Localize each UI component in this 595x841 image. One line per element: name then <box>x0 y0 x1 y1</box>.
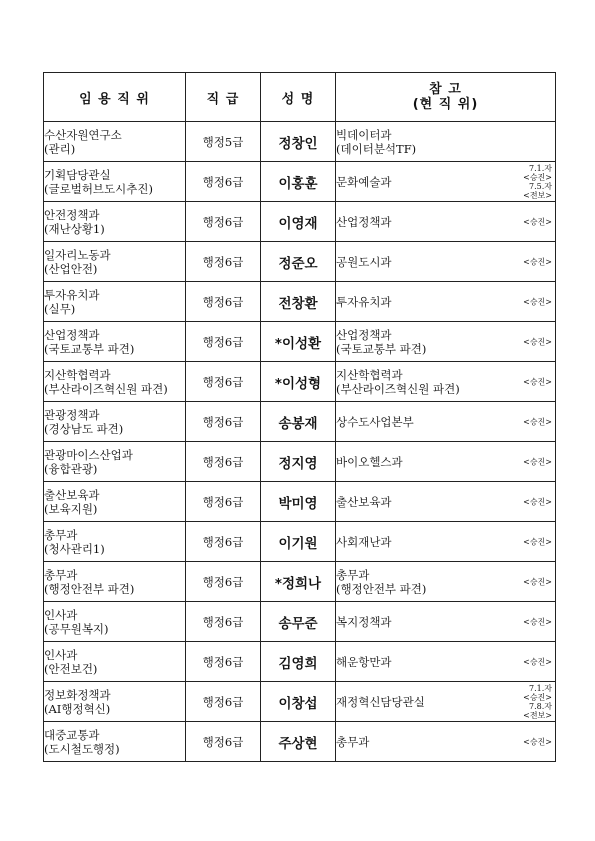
appointment-position-line: (국토교통부 파견) <box>44 341 135 356</box>
appointment-position-line: 일자리노동과 <box>44 247 111 262</box>
employee-name-cell: 김영희 <box>261 642 336 682</box>
appointment-position-cell <box>44 642 186 682</box>
appointment-note-line: <승진> <box>523 417 552 426</box>
table-row <box>44 202 556 242</box>
reference-cell <box>336 242 556 282</box>
reference-cell <box>336 322 556 362</box>
current-position-line: (행정안전부 파견) <box>336 581 427 596</box>
employee-name-cell: 이홍훈 <box>261 162 336 202</box>
reference-cell <box>336 482 556 522</box>
table-row <box>44 322 556 362</box>
appointment-note-line: <승진> <box>523 617 552 626</box>
appointment-position-cell <box>44 522 186 562</box>
appointment-note-line: 7.8.자 <box>529 701 552 711</box>
current-position <box>336 128 555 156</box>
table-row <box>44 602 556 642</box>
appointment-position-line: 투자유치과 <box>44 287 100 302</box>
appointment-note-line: 7.5.자 <box>529 181 552 191</box>
reference-cell <box>336 282 556 322</box>
employee-name-cell: 박미영 <box>261 482 336 522</box>
appointment-note-line: <승진> <box>523 577 552 586</box>
table-row <box>44 682 556 722</box>
reference-cell <box>336 122 556 162</box>
appointment-note-line: <승진> <box>523 537 552 546</box>
reference-cell <box>336 522 556 562</box>
employee-name-cell: *이성환 <box>261 322 336 362</box>
header-name: 성 명 <box>261 73 336 122</box>
appointment-position-cell <box>44 162 186 202</box>
current-position-line: 해운항만과 <box>336 654 392 669</box>
appointment-table <box>43 72 556 762</box>
current-position-line: 바이오헬스과 <box>336 454 403 469</box>
current-position-line: 문화예술과 <box>336 174 392 189</box>
header-position: 임 용 직 위 <box>44 73 186 122</box>
appointment-note <box>523 497 552 506</box>
current-position-line: 복지정책과 <box>336 614 392 629</box>
current-position-line: (국토교통부 파견) <box>336 341 427 356</box>
appointment-note <box>523 257 552 266</box>
appointment-note-line: <전보> <box>523 710 552 720</box>
appointment-note-line: <승진> <box>523 172 552 182</box>
current-position-line: 총무과 <box>336 734 370 749</box>
table-row <box>44 522 556 562</box>
appointment-position-cell <box>44 202 186 242</box>
grade-cell: 행정6급 <box>186 482 261 522</box>
appointment-note <box>523 617 552 626</box>
appointment-position-line: (산업안전) <box>44 261 98 276</box>
appointment-note-line: 7.1.자 <box>529 163 552 173</box>
appointment-position-line: 정보화정책과 <box>44 687 111 702</box>
appointment-position-line: (부산라이즈혁신원 파견) <box>44 381 168 396</box>
header-grade: 직 급 <box>186 73 261 122</box>
appointment-position-line: (안전보건) <box>44 661 98 676</box>
appointment-position-line: (청사관리1) <box>44 541 105 556</box>
appointment-position-line: 수산자원연구소 <box>44 127 122 142</box>
grade-cell: 행정6급 <box>186 682 261 722</box>
appointment-position-line: 총무과 <box>44 567 78 582</box>
current-position-line: 투자유치과 <box>336 294 392 309</box>
current-position-line: 공원도시과 <box>336 254 392 269</box>
grade-cell: 행정6급 <box>186 402 261 442</box>
appointment-position-line: 관광마이스산업과 <box>44 447 133 462</box>
appointment-position-line: (AI행정혁신) <box>44 701 111 716</box>
table-row <box>44 402 556 442</box>
employee-name-cell: 정창인 <box>261 122 336 162</box>
table-row <box>44 362 556 402</box>
employee-name-cell: 전창환 <box>261 282 336 322</box>
grade-cell: 행정6급 <box>186 282 261 322</box>
grade-cell: 행정6급 <box>186 362 261 402</box>
grade-cell: 행정6급 <box>186 162 261 202</box>
table-row <box>44 162 556 202</box>
grade-cell: 행정6급 <box>186 722 261 762</box>
employee-name-cell: *이성형 <box>261 362 336 402</box>
appointment-position-line: 산업정책과 <box>44 327 100 342</box>
reference-cell <box>336 442 556 482</box>
reference-cell <box>336 722 556 762</box>
current-position-line: 출산보육과 <box>336 494 392 509</box>
table-row <box>44 242 556 282</box>
current-position-line: 총무과 <box>336 567 370 582</box>
grade-cell: 행정6급 <box>186 202 261 242</box>
appointment-position-line: (글로벌허브도시추진) <box>44 181 153 196</box>
reference-cell <box>336 402 556 442</box>
appointment-note <box>523 457 552 466</box>
header-row <box>44 73 556 122</box>
reference-cell <box>336 162 556 202</box>
appointment-note-line: <승진> <box>523 497 552 506</box>
current-position-line: 사회재난과 <box>336 534 392 549</box>
appointment-note-line: <전보> <box>523 190 552 200</box>
table-row <box>44 482 556 522</box>
appointment-note <box>523 577 552 586</box>
appointment-position-line: (융합관광) <box>44 461 98 476</box>
appointment-position-line: 관광정책과 <box>44 407 100 422</box>
current-position-line: 상수도사업본부 <box>336 414 414 429</box>
reference-cell <box>336 602 556 642</box>
appointment-note-line: <승진> <box>523 457 552 466</box>
reference-cell <box>336 562 556 602</box>
reference-cell <box>336 202 556 242</box>
appointment-note <box>523 337 552 346</box>
appointment-position-cell <box>44 242 186 282</box>
current-position-line: 지산학협력과 <box>336 367 403 382</box>
table-row <box>44 642 556 682</box>
appointment-note <box>523 657 552 666</box>
appointment-position-line: (경상남도 파견) <box>44 421 124 436</box>
appointment-position-line: 안전정책과 <box>44 207 100 222</box>
appointment-position-line: 인사과 <box>44 607 78 622</box>
appointment-position-line: 인사과 <box>44 647 78 662</box>
current-position-line: 재정혁신담당관실 <box>336 694 425 709</box>
header-reference-subtitle: (현 직 위) <box>412 97 479 112</box>
current-position-line: 산업정책과 <box>336 327 392 342</box>
appointment-note <box>523 217 552 226</box>
appointment-position-cell <box>44 602 186 642</box>
reference-cell <box>336 682 556 722</box>
grade-cell: 행정6급 <box>186 562 261 602</box>
grade-cell: 행정5급 <box>186 122 261 162</box>
appointment-note <box>523 164 552 200</box>
employee-name-cell: 주상현 <box>261 722 336 762</box>
appointment-position-cell <box>44 282 186 322</box>
grade-cell: 행정6급 <box>186 322 261 362</box>
appointment-position-line: 지산학협력과 <box>44 367 111 382</box>
appointment-note-line: <승진> <box>523 217 552 226</box>
appointment-position-cell <box>44 362 186 402</box>
appointment-note <box>523 417 552 426</box>
grade-cell: 행정6급 <box>186 522 261 562</box>
employee-name-cell: 정지영 <box>261 442 336 482</box>
appointment-note-line: <승진> <box>523 377 552 386</box>
table-row <box>44 122 556 162</box>
appointment-position-cell <box>44 442 186 482</box>
appointment-position-cell <box>44 682 186 722</box>
current-position-line: 산업정책과 <box>336 214 392 229</box>
appointment-note <box>523 737 552 746</box>
current-position-line: 빅데이터과 <box>336 127 392 142</box>
employee-name-cell: 이기원 <box>261 522 336 562</box>
table-row <box>44 442 556 482</box>
appointment-position-cell <box>44 122 186 162</box>
reference-cell <box>336 362 556 402</box>
employee-name-cell: 송봉재 <box>261 402 336 442</box>
appointment-position-cell <box>44 562 186 602</box>
reference-cell <box>336 642 556 682</box>
appointment-position-line: 총무과 <box>44 527 78 542</box>
table-row <box>44 722 556 762</box>
appointment-note-line: <승진> <box>523 337 552 346</box>
appointment-note-line: <승진> <box>523 257 552 266</box>
grade-cell: 행정6급 <box>186 442 261 482</box>
appointment-note-line: <승진> <box>523 297 552 306</box>
appointment-note-line: <승진> <box>523 737 552 746</box>
table-body <box>44 122 556 762</box>
employee-name-cell: 정준오 <box>261 242 336 282</box>
grade-cell: 행정6급 <box>186 642 261 682</box>
appointment-position-line: (보육지원) <box>44 501 98 516</box>
grade-cell: 행정6급 <box>186 602 261 642</box>
header-reference <box>336 73 556 122</box>
appointment-position-line: (도시철도행정) <box>44 741 120 756</box>
appointment-position-line: 출산보육과 <box>44 487 100 502</box>
appointment-note-line: <승진> <box>523 692 552 702</box>
appointment-position-line: (실무) <box>44 301 76 316</box>
appointment-position-cell <box>44 402 186 442</box>
appointment-position-cell <box>44 322 186 362</box>
current-position-line: (데이터분석TF) <box>336 141 417 156</box>
appointment-position-line: (재난상황1) <box>44 221 105 236</box>
table-row <box>44 282 556 322</box>
appointment-note <box>523 537 552 546</box>
employee-name-cell: 이영재 <box>261 202 336 242</box>
appointment-note-line: <승진> <box>523 657 552 666</box>
appointment-position-line: (공무원복지) <box>44 621 109 636</box>
table-row <box>44 562 556 602</box>
appointment-position-line: 대중교통과 <box>44 727 100 742</box>
appointment-note <box>523 297 552 306</box>
appointment-position-cell <box>44 482 186 522</box>
appointment-note-line: 7.1.자 <box>529 683 552 693</box>
current-position-line: (부산라이즈혁신원 파견) <box>336 381 460 396</box>
employee-name-cell: 이창섭 <box>261 682 336 722</box>
header-reference-title: 참 고 <box>429 82 462 97</box>
employee-name-cell: *정희나 <box>261 562 336 602</box>
appointment-note <box>523 684 552 720</box>
grade-cell: 행정6급 <box>186 242 261 282</box>
appointment-position-cell <box>44 722 186 762</box>
appointment-position-line: (관리) <box>44 141 76 156</box>
appointment-position-line: 기획담당관실 <box>44 167 111 182</box>
appointment-position-line: (행정안전부 파견) <box>44 581 135 596</box>
appointment-note <box>523 377 552 386</box>
employee-name-cell: 송무준 <box>261 602 336 642</box>
